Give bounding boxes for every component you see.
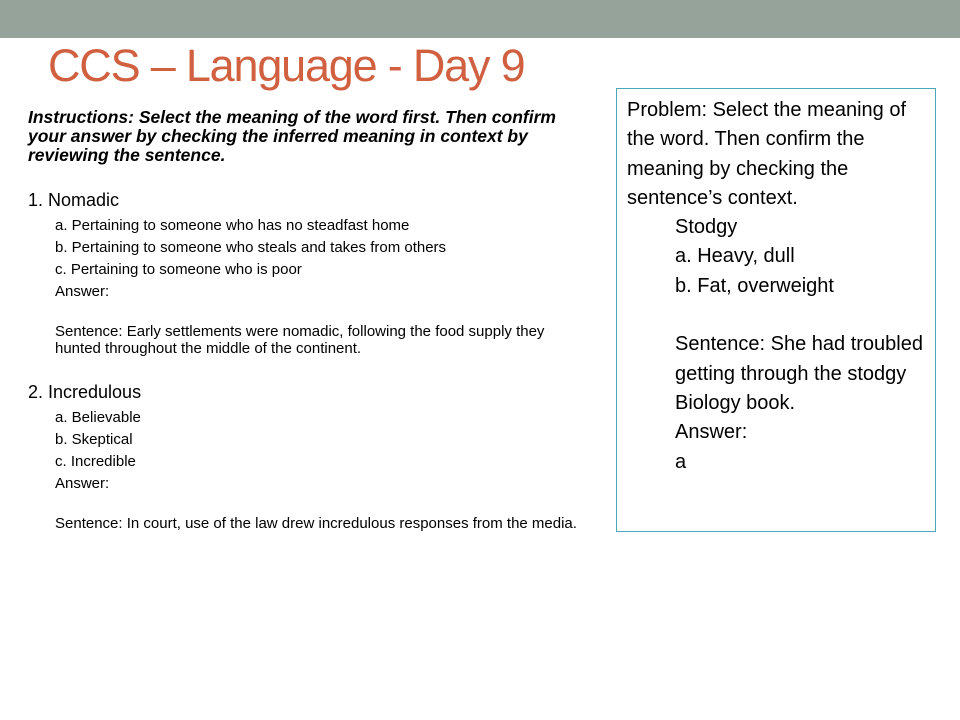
instructions-text: Instructions: Select the meaning of the word first. Then confirm your answer by checking the inferred meaning in context by reviewing the sentence.: [28, 107, 556, 165]
problem-option-b: b. Fat, overweight: [675, 274, 834, 297]
problem-answer-label: Answer:: [675, 421, 748, 444]
question-heading: 2. Incredulous: [28, 382, 142, 402]
question-options: [55, 407, 598, 532]
option-c: c. Incredible: [55, 453, 136, 470]
problem-word: Stodgy: [675, 216, 738, 239]
top-accent-bar: [0, 0, 960, 38]
example-sentence: Sentence: In court, use of the law drew incredulous responses from the media.: [55, 515, 577, 532]
problem-answer-value: a: [675, 450, 687, 473]
option-c: c. Pertaining to someone who is poor: [55, 261, 302, 278]
question-2: [28, 381, 598, 532]
question-1: [28, 189, 598, 357]
problem-box: [616, 88, 936, 532]
question-options: [55, 215, 598, 357]
option-b: b. Skeptical: [55, 431, 133, 448]
spacer: [627, 301, 925, 330]
option-b: b. Pertaining to someone who steals and takes from others: [55, 239, 447, 256]
option-a: a. Believable: [55, 409, 141, 426]
problem-option-a: a. Heavy, dull: [675, 245, 795, 268]
option-a: a. Pertaining to someone who has no steadfast home: [55, 217, 410, 234]
problem-text: Problem: Select the meaning of the word. Then confirm the meaning by checking the sentence’s context.: [627, 99, 907, 209]
example-sentence: Sentence: Early settlements were nomadic, following the food supply they hunted throughout the middle of the continent.: [55, 323, 545, 357]
question-heading: 1. Nomadic: [28, 190, 120, 210]
slide-title: CCS – Language - Day 9: [48, 40, 525, 91]
answer-label: Answer:: [55, 475, 110, 492]
instructions-column: [28, 108, 598, 532]
answer-label: Answer:: [55, 283, 110, 300]
problem-sentence: Sentence: She had troubled getting through the stodgy Biology book.: [675, 333, 923, 414]
